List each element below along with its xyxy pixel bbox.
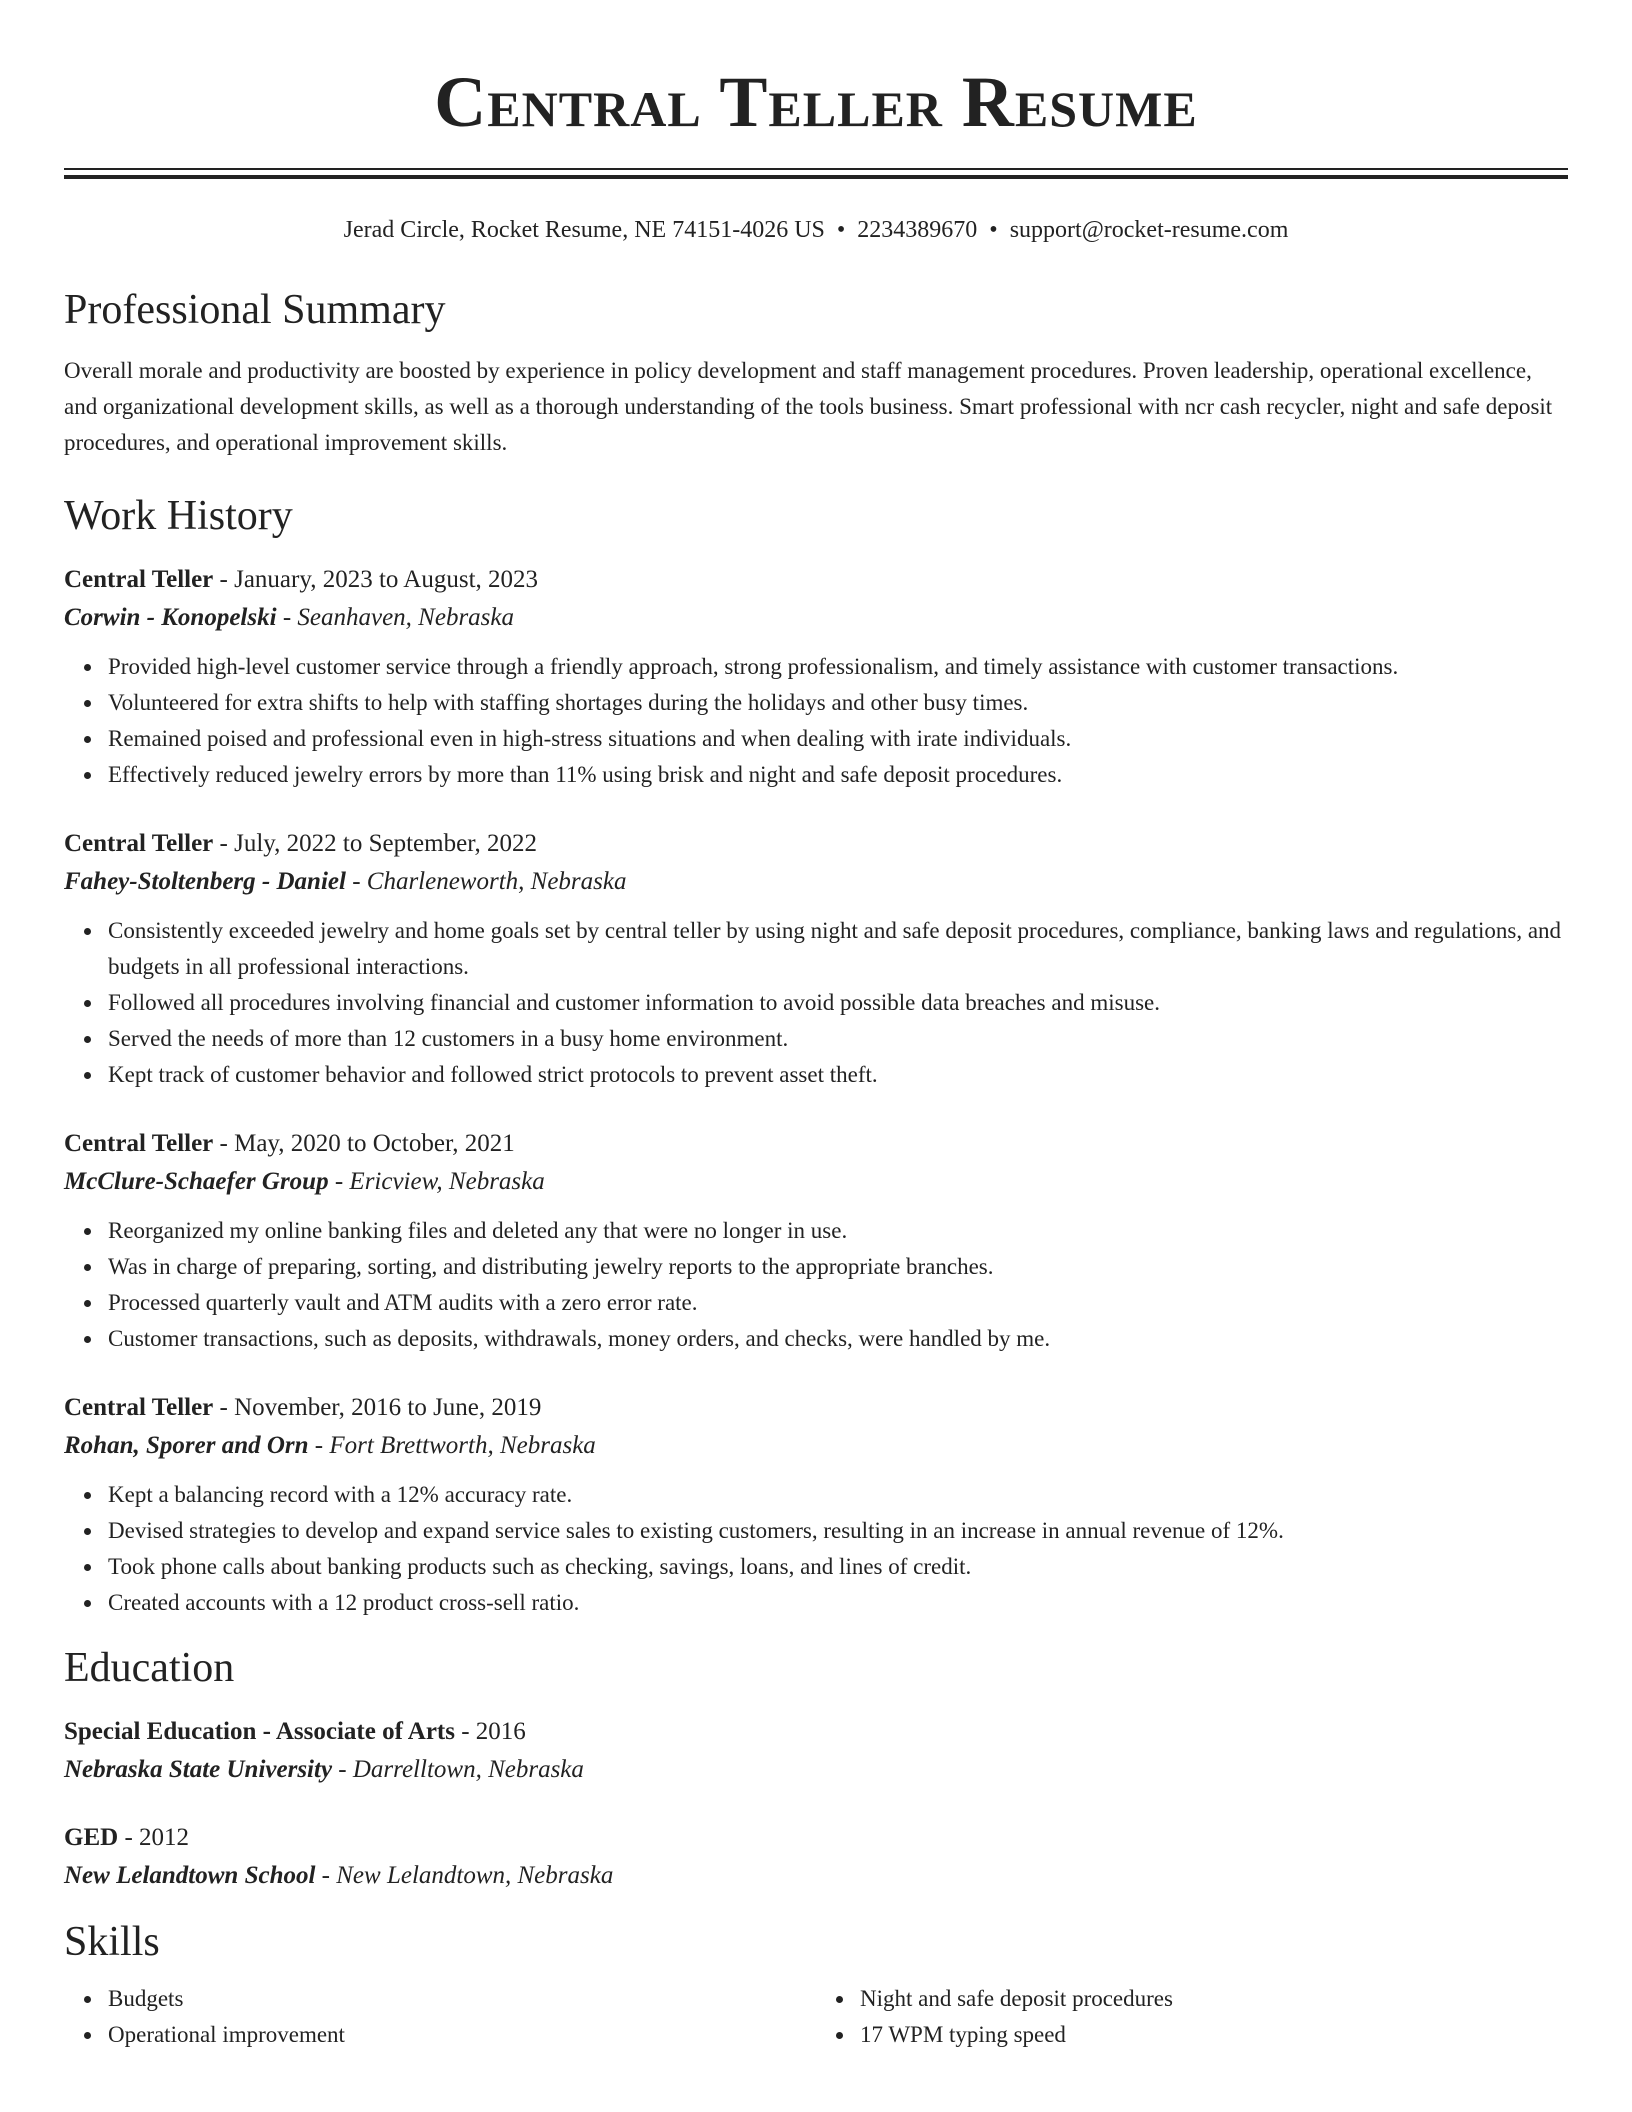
list-item: Was in charge of preparing, sorting, and distributing jewelry reports to the appropriate branches. (108, 1249, 1568, 1285)
job-entry (64, 561, 1568, 793)
job-company-line (64, 1427, 1568, 1465)
job-company-line (64, 863, 1568, 901)
education-location: - New Lelandtown, Nebraska (315, 1862, 614, 1889)
job-title-line (64, 1389, 1568, 1427)
skills-heading: Skills (64, 1919, 160, 1965)
job-location: - Charleneworth, Nebraska (345, 868, 627, 895)
job-title: Central Teller (64, 566, 214, 593)
contact-phone: 2234389670 (857, 217, 978, 243)
education-location: - Darrelltown, Nebraska (332, 1756, 584, 1783)
job-bullets (64, 649, 1568, 793)
education-entry (64, 1819, 1568, 1895)
skills-bullets (816, 1981, 1568, 2053)
skills-column-left (64, 1981, 816, 2053)
list-item: 17 WPM typing speed (860, 2017, 1568, 2053)
job-entry (64, 825, 1568, 1093)
contact-line (64, 215, 1568, 245)
job-title: Central Teller (64, 1394, 214, 1421)
list-item: Processed quarterly vault and ATM audits with a zero error rate. (108, 1285, 1568, 1321)
job-company-line (64, 599, 1568, 637)
education-year: - 2016 (454, 1718, 526, 1745)
work-history-heading: Work History (64, 493, 293, 539)
job-company: Corwin - Konopelski (64, 604, 277, 631)
contact-separator: • (989, 217, 998, 243)
job-entry (64, 1389, 1568, 1621)
list-item: Took phone calls about banking products such as checking, savings, loans, and lines of credit. (108, 1549, 1568, 1585)
list-item: Night and safe deposit procedures (860, 1981, 1568, 2017)
job-bullets (64, 913, 1568, 1093)
job-title-line (64, 825, 1568, 863)
job-location: - Seanhaven, Nebraska (276, 604, 515, 631)
job-dates: - July, 2022 to September, 2022 (213, 830, 538, 857)
education-school-line (64, 1857, 1568, 1895)
education-degree-line (64, 1819, 1568, 1857)
skills-bullets (64, 1981, 816, 2053)
job-entry (64, 1125, 1568, 1357)
list-item: Customer transactions, such as deposits, withdrawals, money orders, and checks, were handled by me. (108, 1321, 1568, 1357)
skills-column-right (816, 1981, 1568, 2053)
job-bullets (64, 1477, 1568, 1621)
contact-address: Jerad Circle, Rocket Resume, NE 74151-4026 US (343, 217, 825, 243)
list-item: Kept track of customer behavior and followed strict protocols to prevent asset theft. (108, 1057, 1568, 1093)
list-item: Remained poised and professional even in high-stress situations and when dealing with irate individuals. (108, 721, 1568, 757)
contact-email: support@rocket-resume.com (1009, 217, 1289, 243)
education-school: New Lelandtown School (64, 1862, 316, 1889)
job-company: McClure-Schaefer Group (64, 1168, 329, 1195)
list-item: Followed all procedures involving financial and customer information to avoid possible data breaches and misuse. (108, 985, 1568, 1021)
job-title: Central Teller (64, 830, 214, 857)
title-divider (64, 168, 1568, 179)
job-dates: - November, 2016 to June, 2019 (213, 1394, 542, 1421)
education-degree-line (64, 1713, 1568, 1751)
summary-text: Overall morale and productivity are boosted by experience in policy development and staff management procedures. Proven leadership, operational excellence, and organizational development skills, as well as a thorough understanding of the tools business. Smart professional with ncr cash recycler, night and safe deposit procedures, and operational improvement skills. (64, 358, 1553, 455)
education-entry (64, 1713, 1568, 1789)
job-company: Fahey-Stoltenberg - Daniel (64, 868, 346, 895)
job-company-line (64, 1163, 1568, 1201)
list-item: Consistently exceeded jewelry and home goals set by central teller by using night and safe deposit procedures, compliance, banking laws and regulations, and budgets in all professional interactions. (108, 913, 1568, 985)
list-item: Created accounts with a 12 product cross-sell ratio. (108, 1585, 1568, 1621)
education-year: - 2012 (118, 1824, 190, 1851)
list-item: Devised strategies to develop and expand service sales to existing customers, resulting in an increase in annual revenue of 12%. (108, 1513, 1568, 1549)
education-degree: GED (64, 1824, 119, 1851)
summary-heading: Professional Summary (64, 287, 446, 333)
job-title-line (64, 561, 1568, 599)
job-company: Rohan, Sporer and Orn (64, 1432, 309, 1459)
job-dates: - May, 2020 to October, 2021 (213, 1130, 515, 1157)
education-heading: Education (64, 1645, 235, 1691)
list-item: Kept a balancing record with a 12% accuracy rate. (108, 1477, 1568, 1513)
education-school: Nebraska State University (64, 1756, 333, 1783)
job-location: - Ericview, Nebraska (328, 1168, 545, 1195)
job-title-line (64, 1125, 1568, 1163)
education-degree: Special Education - Associate of Arts (64, 1718, 455, 1745)
education-school-line (64, 1751, 1568, 1789)
list-item: Provided high-level customer service through a friendly approach, strong professionalism, and timely assistance with customer transactions. (108, 649, 1568, 685)
list-item: Operational improvement (108, 2017, 816, 2053)
job-dates: - January, 2023 to August, 2023 (213, 566, 539, 593)
skills-list (64, 1981, 1568, 2053)
job-location: - Fort Brettworth, Nebraska (308, 1432, 596, 1459)
page-title: Central Teller Resume (434, 62, 1198, 142)
list-item: Effectively reduced jewelry errors by more than 11% using brisk and night and safe deposit procedures. (108, 757, 1568, 793)
list-item: Reorganized my online banking files and deleted any that were no longer in use. (108, 1213, 1568, 1249)
list-item: Volunteered for extra shifts to help with staffing shortages during the holidays and other busy times. (108, 685, 1568, 721)
job-bullets (64, 1213, 1568, 1357)
list-item: Served the needs of more than 12 customers in a busy home environment. (108, 1021, 1568, 1057)
job-title: Central Teller (64, 1130, 214, 1157)
contact-separator: • (836, 217, 846, 243)
list-item: Budgets (108, 1981, 816, 2017)
